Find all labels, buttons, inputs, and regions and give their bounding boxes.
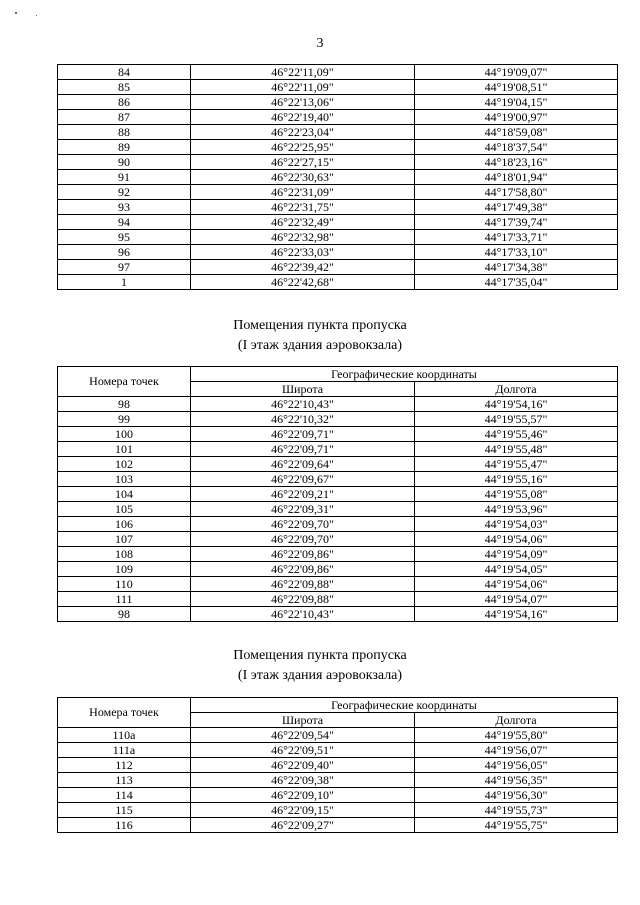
point-number-cell: 98 [58,607,191,622]
point-number-cell: 93 [58,200,191,215]
table-row [58,502,618,517]
table-row [58,517,618,532]
table-body [58,397,618,622]
table-row [58,140,618,155]
section-2-heading [0,316,640,356]
table-row [58,773,618,788]
longitude-cell: 44°19'54,09" [415,547,618,562]
header-latitude: Широта [191,382,415,397]
longitude-cell: 44°19'54,06" [415,577,618,592]
page-number: 3 [316,36,324,51]
latitude-cell: 46°22'33,03" [191,245,415,260]
latitude-cell: 46°22'09,67" [191,472,415,487]
longitude-cell: 44°19'04,15" [415,95,618,110]
latitude-cell: 46°22'10,32" [191,412,415,427]
table-row [58,80,618,95]
point-number-cell: 102 [58,457,191,472]
header-latitude: Широта [191,713,415,728]
latitude-cell: 46°22'09,51" [191,743,415,758]
point-number-cell: 90 [58,155,191,170]
longitude-cell: 44°19'55,08" [415,487,618,502]
point-number-cell: 111а [58,743,191,758]
point-number-cell: 92 [58,185,191,200]
latitude-cell: 46°22'13,06" [191,95,415,110]
table-row [58,427,618,442]
longitude-cell: 44°19'56,35" [415,773,618,788]
section-subtitle: (I этаж здания аэровокзала) [237,668,403,683]
point-number-cell: 94 [58,215,191,230]
table-row [58,743,618,758]
table-row [58,457,618,472]
table-row [58,803,618,818]
latitude-cell: 46°22'11,09" [191,65,415,80]
table-row [58,607,618,622]
longitude-cell: 44°19'54,05" [415,562,618,577]
latitude-cell: 46°22'39,42" [191,260,415,275]
table-row [58,95,618,110]
section-title: Помещения пункта пропуска [233,318,407,333]
longitude-cell: 44°19'55,57" [415,412,618,427]
table-row [58,562,618,577]
longitude-cell: 44°18'59,08" [415,125,618,140]
longitude-cell: 44°19'08,51" [415,80,618,95]
latitude-cell: 46°22'09,40" [191,758,415,773]
point-number-cell: 114 [58,788,191,803]
point-number-cell: 116 [58,818,191,833]
longitude-cell: 44°19'55,16" [415,472,618,487]
point-number-cell: 96 [58,245,191,260]
latitude-cell: 46°22'09,38" [191,773,415,788]
point-number-cell: 106 [58,517,191,532]
longitude-cell: 44°19'54,07" [415,592,618,607]
point-number-cell: 110 [58,577,191,592]
longitude-cell: 44°17'49,38" [415,200,618,215]
latitude-cell: 46°22'09,71" [191,427,415,442]
table-row [58,230,618,245]
latitude-cell: 46°22'09,31" [191,502,415,517]
longitude-cell: 44°19'09,07" [415,65,618,80]
longitude-cell: 44°19'55,46" [415,427,618,442]
table-row [58,125,618,140]
latitude-cell: 46°22'09,21" [191,487,415,502]
header-point-numbers: Номера точек [58,367,191,397]
point-number-cell: 105 [58,502,191,517]
latitude-cell: 46°22'09,54" [191,728,415,743]
header-geo-coordinates: Географические координаты [191,698,618,713]
latitude-cell: 46°22'09,10" [191,788,415,803]
table-body [58,728,618,833]
table-row [58,758,618,773]
table-row [58,245,618,260]
point-number-cell: 104 [58,487,191,502]
latitude-cell: 46°22'27,15" [191,155,415,170]
longitude-cell: 44°19'53,96" [415,502,618,517]
table-row [58,170,618,185]
table-row [58,532,618,547]
section-title: Помещения пункта пропуска [233,648,407,663]
longitude-cell: 44°18'37,54" [415,140,618,155]
longitude-cell: 44°19'54,03" [415,517,618,532]
latitude-cell: 46°22'42,68" [191,275,415,290]
table-row [58,577,618,592]
latitude-cell: 46°22'23,04" [191,125,415,140]
table-row [58,472,618,487]
point-number-cell: 109 [58,562,191,577]
longitude-cell: 44°19'55,47" [415,457,618,472]
table-row [58,592,618,607]
header-geo-coordinates: Географические координаты [191,367,618,382]
table-row [58,185,618,200]
longitude-cell: 44°19'56,07" [415,743,618,758]
table-row [58,110,618,125]
coordinates-table-1 [57,64,618,290]
point-number-cell: 115 [58,803,191,818]
latitude-cell: 46°22'32,98" [191,230,415,245]
point-number-cell: 113 [58,773,191,788]
point-number-cell: 107 [58,532,191,547]
table-row [58,397,618,412]
table-row [58,260,618,275]
table-row [58,155,618,170]
latitude-cell: 46°22'31,75" [191,200,415,215]
point-number-cell: 88 [58,125,191,140]
longitude-cell: 44°19'54,06" [415,532,618,547]
longitude-cell: 44°19'56,05" [415,758,618,773]
latitude-cell: 46°22'10,43" [191,397,415,412]
longitude-cell: 44°19'00,97" [415,110,618,125]
longitude-cell: 44°17'33,71" [415,230,618,245]
point-number-cell: 97 [58,260,191,275]
longitude-cell: 44°17'58,80" [415,185,618,200]
longitude-cell: 44°19'55,75" [415,818,618,833]
scan-speck [15,12,17,14]
latitude-cell: 46°22'09,86" [191,562,415,577]
latitude-cell: 46°22'09,64" [191,457,415,472]
longitude-cell: 44°19'54,16" [415,397,618,412]
point-number-cell: 101 [58,442,191,457]
table-row [58,200,618,215]
latitude-cell: 46°22'09,88" [191,592,415,607]
latitude-cell: 46°22'25,95" [191,140,415,155]
point-number-cell: 84 [58,65,191,80]
latitude-cell: 46°22'30,63" [191,170,415,185]
point-number-cell: 108 [58,547,191,562]
table-row [58,65,618,80]
section-3-heading [0,646,640,686]
latitude-cell: 46°22'10,43" [191,607,415,622]
section-subtitle: (I этаж здания аэровокзала) [237,338,403,353]
longitude-cell: 44°18'23,16" [415,155,618,170]
latitude-cell: 46°22'09,27" [191,818,415,833]
table-body [58,65,618,290]
table-row [58,818,618,833]
table-row [58,728,618,743]
point-number-cell: 86 [58,95,191,110]
table-row [58,442,618,457]
point-number-cell: 99 [58,412,191,427]
latitude-cell: 46°22'19,40" [191,110,415,125]
table-row [58,487,618,502]
longitude-cell: 44°19'56,30" [415,788,618,803]
longitude-cell: 44°19'55,80" [415,728,618,743]
header-longitude: Долгота [415,382,618,397]
header-longitude: Долгота [415,713,618,728]
table-row [58,215,618,230]
table-row [58,547,618,562]
latitude-cell: 46°22'09,88" [191,577,415,592]
point-number-cell: 95 [58,230,191,245]
point-number-cell: 98 [58,397,191,412]
longitude-cell: 44°19'55,48" [415,442,618,457]
longitude-cell: 44°17'35,04" [415,275,618,290]
header-point-numbers: Номера точек [58,698,191,728]
coordinates-table-2 [57,366,618,622]
latitude-cell: 46°22'09,70" [191,517,415,532]
point-number-cell: 103 [58,472,191,487]
longitude-cell: 44°17'34,38" [415,260,618,275]
point-number-cell: 110а [58,728,191,743]
point-number-cell: 111 [58,592,191,607]
latitude-cell: 46°22'09,86" [191,547,415,562]
point-number-cell: 91 [58,170,191,185]
longitude-cell: 44°17'39,74" [415,215,618,230]
table-row [58,275,618,290]
latitude-cell: 46°22'31,09" [191,185,415,200]
point-number-cell: 100 [58,427,191,442]
latitude-cell: 46°22'09,15" [191,803,415,818]
latitude-cell: 46°22'32,49" [191,215,415,230]
latitude-cell: 46°22'11,09" [191,80,415,95]
table-row [58,788,618,803]
latitude-cell: 46°22'09,70" [191,532,415,547]
point-number-cell: 112 [58,758,191,773]
latitude-cell: 46°22'09,71" [191,442,415,457]
longitude-cell: 44°17'33,10" [415,245,618,260]
point-number-cell: 89 [58,140,191,155]
longitude-cell: 44°18'01,94" [415,170,618,185]
table-row [58,412,618,427]
longitude-cell: 44°19'55,73" [415,803,618,818]
scan-speck [36,15,37,16]
point-number-cell: 85 [58,80,191,95]
point-number-cell: 87 [58,110,191,125]
point-number-cell: 1 [58,275,191,290]
longitude-cell: 44°19'54,16" [415,607,618,622]
coordinates-table-3 [57,697,618,833]
